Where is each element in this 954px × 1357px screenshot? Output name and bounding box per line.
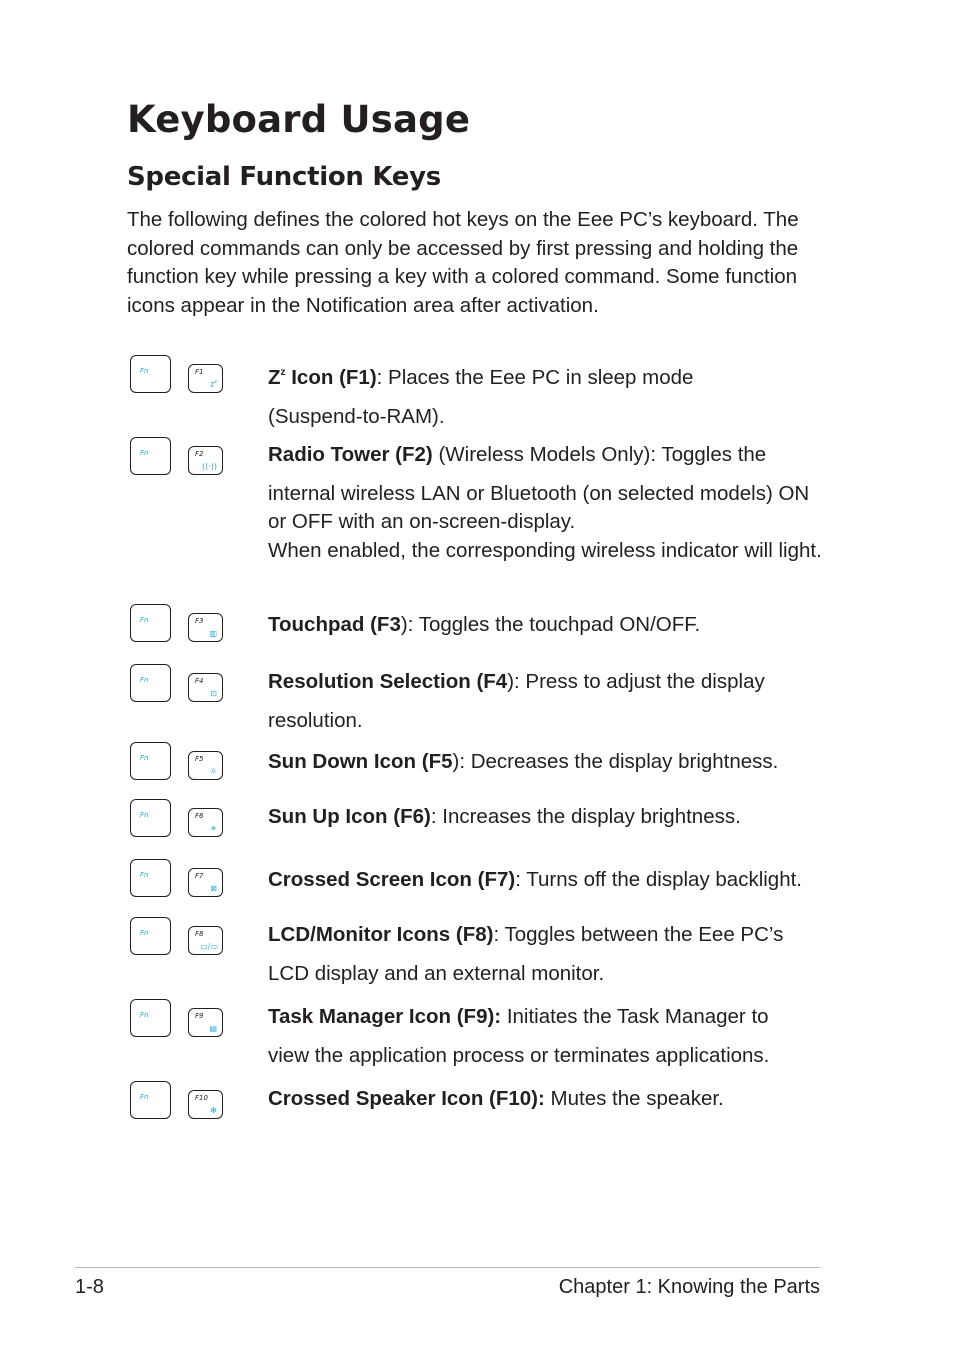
key-name: Icon (F1) [285,366,377,389]
task-manager-icon: ▤ [209,1024,217,1033]
sun-up-icon: ☀ [209,824,217,833]
touchpad-icon: ▥ [209,629,217,638]
chapter-title: Chapter 1: Knowing the Parts [558,1276,820,1298]
intro-paragraph: The following defines the colored hot keys on the Eee PC’s keyboard. The colored commands can only be accessed by first pressing and holding the function key while pressing a key with a colored command. Some function icons appear in the Notification area after activation. [127,208,799,317]
fn-key: Fn [130,1081,171,1119]
fn-key: Fn [130,917,171,955]
key-description: Touchpad (F3): Toggles the touchpad ON/OFF. [268,613,701,636]
key-description: Task Manager Icon (F9): Initiates the Task Manager to view the application process or terminates applications. [268,1005,770,1067]
page-number: 1-8 [75,1276,104,1298]
fn-key: Fn [130,437,171,475]
f1-key: F1 $z^z$ [188,364,223,393]
lcd-monitor-icon: ▭/▭ [200,942,218,951]
f9-key: F9 ▤ [188,1008,223,1037]
f2-key: F2 ((·)) [188,446,223,475]
crossed-screen-icon: ⊠ [210,884,217,893]
fn-key: Fn [130,355,171,393]
crossed-speaker-icon: ✻ [210,1106,217,1115]
key-name: Resolution Selection (F4 [268,670,508,693]
key-name: Crossed Speaker Icon (F10): [268,1087,545,1110]
f10-key: F10 ✻ [188,1090,223,1119]
key-description: Radio Tower (F2) (Wireless Models Only): Toggles the internal wireless LAN or Bluetooth (on selected models) ON or OFF with an on-screen-display. When enabled, the corresponding wireless indicator will light. [268,443,822,562]
key-name-superscript: z [280,367,286,378]
footer-divider [75,1267,820,1268]
key-name: Radio Tower (F2) [268,443,433,466]
key-name: Sun Down Icon (F5 [268,750,453,773]
f3-key: F3 ▥ [188,613,223,642]
f6-key: F6 ☀ [188,808,223,837]
radio-tower-icon: ((·)) [201,462,217,471]
fn-key: Fn [130,799,171,837]
resolution-icon: ⊡ [210,689,217,698]
sleep-zz-icon: $z^z$ [210,379,217,389]
f7-key: F7 ⊠ [188,868,223,897]
fn-key: Fn [130,742,171,780]
key-description: LCD/Monitor Icons (F8): Toggles between the Eee PC’s LCD display and an external monitor. [268,923,784,985]
sun-down-icon: ☼ [209,767,217,776]
f4-key: F4 ⊡ [188,673,223,702]
key-description: Sun Up Icon (F6): Increases the display brightness. [268,805,741,828]
fn-key: Fn [130,664,171,702]
key-description: Crossed Screen Icon (F7): Turns off the display backlight. [268,868,802,891]
key-description: Crossed Speaker Icon (F10): Mutes the speaker. [268,1087,724,1110]
fn-key: Fn [130,999,171,1037]
key-name: Touchpad (F3 [268,613,401,636]
section-title: Special Function Keys [127,162,441,192]
fn-key: Fn [130,604,171,642]
key-name: Crossed Screen Icon (F7) [268,868,516,891]
key-name: Task Manager Icon (F9): [268,1005,502,1028]
key-description: $Z^z$ Icon (F1): Places the Eee PC in sleep mode (Suspend-to-RAM). [268,366,694,428]
page-title: Keyboard Usage [127,98,471,141]
key-name: Z [268,366,281,389]
f8-key: F8 ▭/▭ [188,926,223,955]
key-name: LCD/Monitor Icons (F8) [268,923,494,946]
f5-key: F5 ☼ [188,751,223,780]
key-description: Resolution Selection (F4): Press to adjust the display resolution. [268,670,765,732]
key-description: Sun Down Icon (F5): Decreases the display brightness. [268,750,779,773]
fn-key: Fn [130,859,171,897]
key-name: Sun Up Icon (F6) [268,805,431,828]
